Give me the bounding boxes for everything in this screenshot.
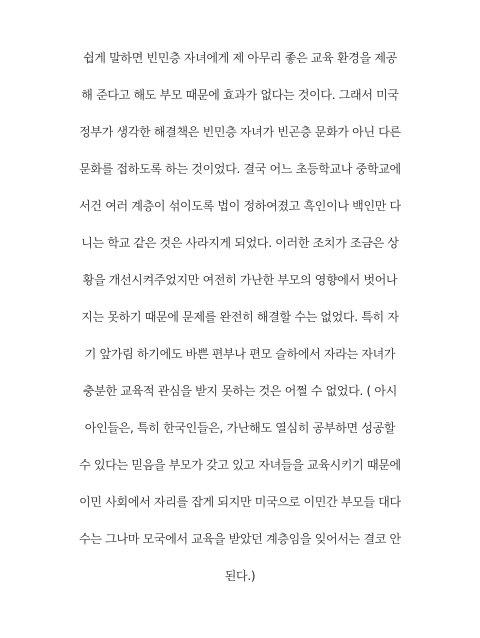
text-line: 서건 여러 계층이 섞이도록 법이 정하여졌고 흑인이나 백인만 다: [79, 199, 401, 213]
text-line: 이민 사회에서 자리를 잡게 되지만 미국으로 이민간 부모들 대다: [79, 495, 401, 509]
text-line: 된다.): [224, 569, 256, 583]
text-line: 문화를 접하도록 하는 것이었다. 결국 어느 초등학교나 중학교에: [79, 162, 401, 176]
text-line: 해 준다고 해도 부모 때문에 효과가 없다는 것이다. 그래서 미국: [81, 88, 399, 102]
text-line: 지는 못하기 때문에 문제를 완전히 해결할 수는 없었다. 특히 자: [81, 310, 399, 324]
text-line: 정부가 생각한 해결책은 빈민층 자녀가 빈곤층 문화가 아닌 다른: [79, 125, 401, 139]
text-line: 니는 학교 같은 것은 사라지게 되었다. 이러한 조치가 조금은 상: [81, 236, 399, 250]
text-line: 쉽게 말하면 빈민층 자녀에게 제 아무리 좋은 교육 환경을 제공: [83, 51, 397, 65]
text-line: 충분한 교육적 관심을 받지 못하는 것은 어쩔 수 없었다. ( 아시: [82, 384, 398, 398]
text-line: 수는 그나마 모국에서 교육을 받았던 계층임을 잊어서는 결코 안: [79, 532, 401, 546]
text-line: 수 있다는 믿음을 부모가 갖고 있고 자녀들을 교육시키기 때문에: [79, 458, 401, 472]
text-line: 황을 개선시켜주었지만 여전히 가난한 부모의 영향에서 벗어나: [82, 273, 398, 287]
text-line: 기 앞가림 하기에도 바쁜 편부나 편모 슬하에서 자라는 자녀가: [84, 347, 396, 361]
text-line: 아인들은, 특히 한국인들은, 가난해도 열심히 공부하면 성공할: [84, 421, 396, 435]
